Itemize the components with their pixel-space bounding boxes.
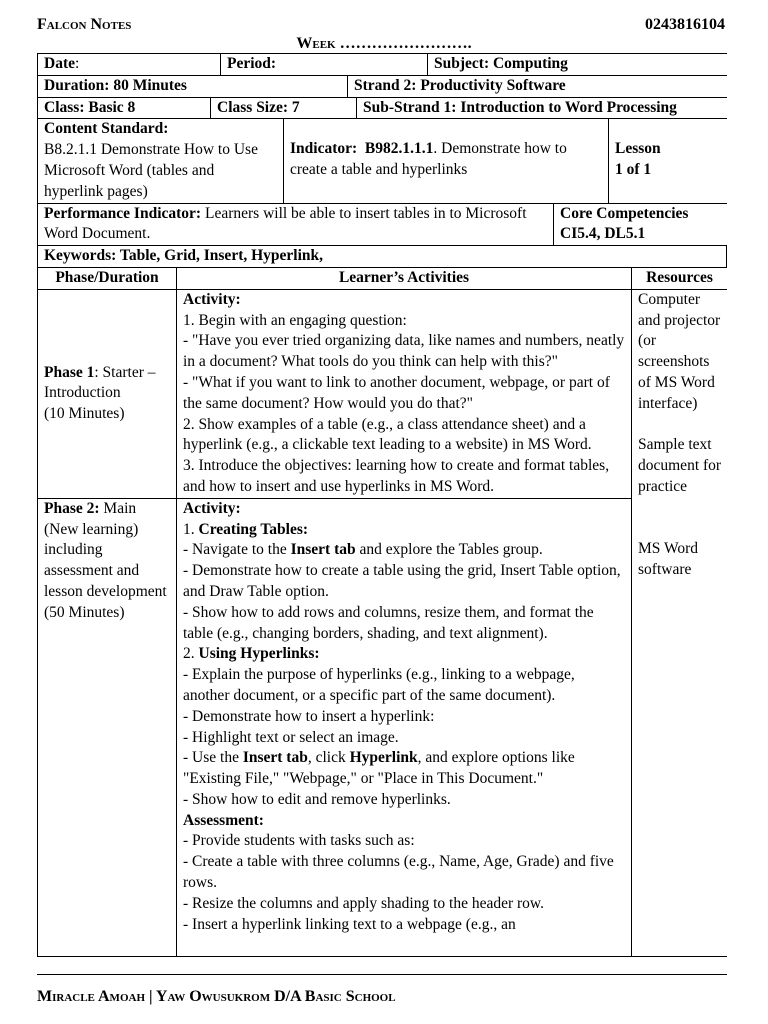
performance-indicator-cell: Performance Indicator: Learners will be able to insert tables in to Microsoft Word Document. — [38, 203, 554, 246]
content-standard-text: B8.2.1.1 Demonstrate How to Use Microsoft Word (tables and hyperlink pages) — [44, 141, 258, 200]
phase-header: Phase/Duration — [38, 267, 177, 289]
duration-cell: Duration: 80 Minutes — [38, 75, 348, 97]
indicator-code: B982.1.1.1 — [364, 140, 434, 158]
standard-table — [37, 118, 727, 203]
phase1-cell: Phase 1: Starter – Introduction (10 Minutes) — [38, 289, 177, 498]
resources-cell — [632, 289, 728, 957]
indicator-cell: Indicator: B982.1.1.1. Demonstrate how to create a table and hyperlinks — [284, 119, 609, 203]
activities-header: Learner’s Activities — [177, 267, 632, 289]
strand-cell: Strand 2: Productivity Software — [348, 75, 728, 97]
lesson-cell: Lesson 1 of 1 — [609, 119, 728, 203]
subject-cell: Subject: Computing — [428, 54, 728, 76]
footer-text: Miracle Amoah | Yaw Owusukrom D/A Basic School — [37, 988, 396, 1005]
week-label: Week ……………………. — [296, 35, 472, 52]
keywords-cell: Keywords: Table, Grid, Insert, Hyperlink, — [38, 246, 727, 268]
phase2-activities: Activity: 1. Creating Tables: - Navigate to the Insert tab and explore the Tables group. - Demonstrate how to create a table using the grid, Insert Table option, and Draw Table option. - Show how to add rows and columns, resize them, and format the table (e.g., changing borders, shading, and text alignment). 2. Using Hyperlinks: - Explain the purpose of hyperlinks (e.g., linking to a webpage, another document, or a specific part of the same document). - Demonstrate how to insert a hyperlink: - Highlight text or select an image. - Use the Insert tab, click Hyperlink, and explore options like "Existing File," "Webpage," or "Place in This Document." - Show how to edit and remove hyperlinks. Assessment: - Provide students with tasks such as: - Create a table with three columns (e.g., Name, Age, Grade) and five rows. - Resize the columns and apply shading to the header row. - Insert a hyperlink linking text to a webpage (e.g., an — [177, 498, 632, 957]
info-table-1 — [37, 53, 727, 76]
lesson-plan-frame — [37, 53, 727, 975]
table-bottom-border — [37, 974, 727, 975]
sub-strand-cell: Sub-Strand 1: Introduction to Word Processing — [357, 97, 728, 119]
brand-name: Falcon Notes — [37, 16, 132, 33]
period-cell: Period: — [221, 54, 428, 76]
resources-header: Resources — [632, 267, 728, 289]
info-table-2 — [37, 75, 727, 98]
resource-2: Sample text document for practice — [638, 436, 722, 495]
keywords-table — [37, 245, 727, 268]
resource-1: Computer and projector (or screenshots of MS Word interface) — [638, 290, 721, 412]
info-table-3 — [37, 97, 727, 120]
phone-number: 0243816104 — [645, 16, 725, 33]
core-competencies-cell: Core Competencies CI5.4, DL5.1 — [554, 203, 728, 246]
phase1-activities: Activity: 1. Begin with an engaging question: - "Have you ever tried organizing data, like names and numbers, neatly in a document? What tools do you think can help with this?" - "What if you want to link to another document, webpage, or part of the same document? How would you do that?" 2. Show examples of a table (e.g., a class attendance sheet) and a hyperlink (e.g., a clickable text leading to a website) in MS Word. 3. Introduce the objectives: learning how to create and format tables, and how to insert and use hyperlinks in MS Word. — [177, 289, 632, 498]
activities-table — [37, 267, 727, 957]
date-cell: Date: — [38, 54, 221, 76]
class-size-cell: Class Size: 7 — [211, 97, 357, 119]
phase2-cell: Phase 2: Main (New learning) including assessment and lesson development (50 Minutes) — [38, 498, 177, 957]
performance-table — [37, 203, 727, 247]
content-standard-cell — [38, 119, 284, 203]
content-standard-label: Content Standard: — [44, 120, 169, 138]
class-cell: Class: Basic 8 — [38, 97, 211, 119]
resource-3: MS Word software — [638, 540, 699, 579]
